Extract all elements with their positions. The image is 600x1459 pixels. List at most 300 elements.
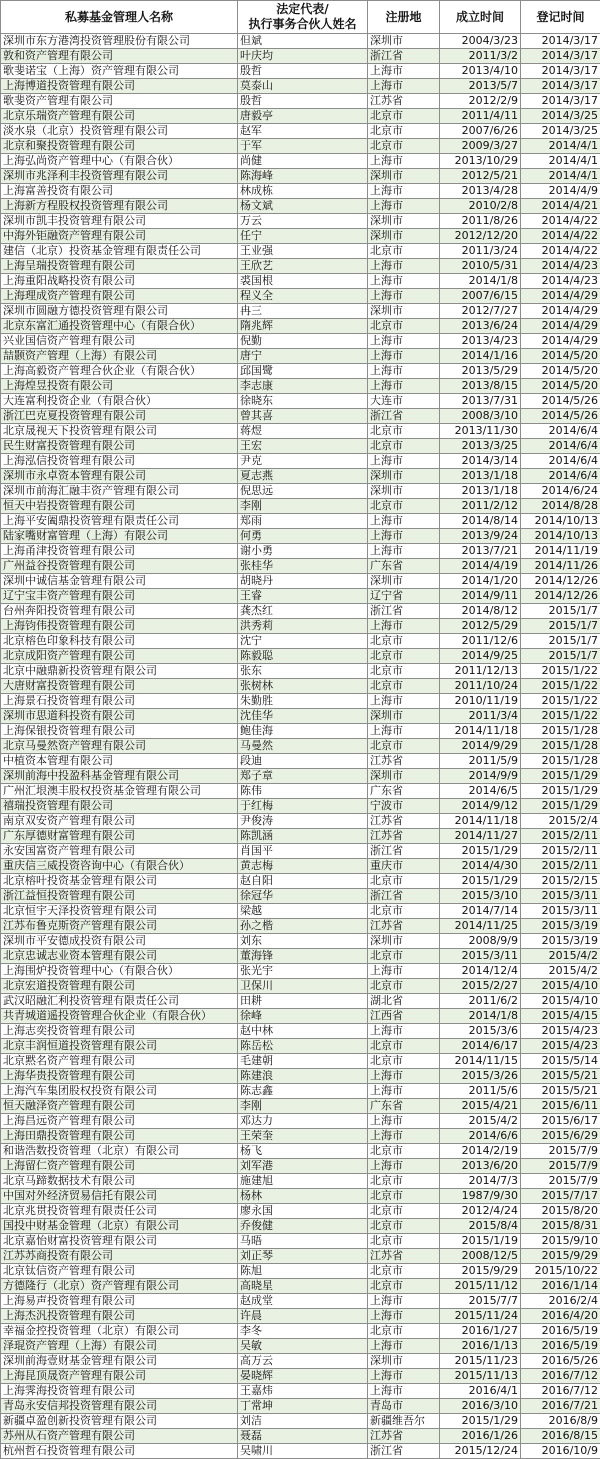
cell-established-date: 2013/5/7 (440, 79, 521, 94)
cell-registration-date: 2014/4/1 (521, 169, 600, 184)
cell-legal-representative: 杨飞 (238, 1144, 368, 1159)
cell-legal-representative: 张东 (238, 664, 368, 679)
table-row (1, 499, 600, 514)
cell-registration-date: 2014/3/17 (521, 64, 600, 79)
cell-established-date: 2013/8/15 (440, 379, 521, 394)
cell-registration-date: 2015/1/22 (521, 694, 600, 709)
table-row (1, 469, 600, 484)
cell-legal-representative: 乔俊健 (238, 1219, 368, 1234)
cell-manager-name: 台州奔阳投资管理有限公司 (1, 604, 238, 619)
table-row (1, 784, 600, 799)
cell-registration-date: 2014/5/26 (521, 394, 600, 409)
table-row (1, 1384, 600, 1399)
cell-registered-location: 辽宁省 (368, 589, 440, 604)
table-row (1, 94, 600, 109)
cell-registered-location: 北京市 (368, 949, 440, 964)
cell-registered-location: 上海市 (368, 454, 440, 469)
cell-legal-representative: 叶庆均 (238, 49, 368, 64)
cell-established-date: 2015/12/24 (440, 1444, 521, 1459)
cell-manager-name: 和谐浩数投资管理（北京）有限公司 (1, 1144, 238, 1159)
table-row (1, 199, 600, 214)
cell-legal-representative: 龚杰红 (238, 604, 368, 619)
cell-established-date: 2012/12/20 (440, 229, 521, 244)
cell-registration-date: 2016/8/9 (521, 1414, 600, 1429)
cell-established-date: 2011/10/24 (440, 679, 521, 694)
cell-legal-representative: 王宏 (238, 439, 368, 454)
table-row (1, 874, 600, 889)
cell-manager-name: 上海富善投资有限公司 (1, 184, 238, 199)
cell-manager-name: 上海志奕投资管理有限公司 (1, 1024, 238, 1039)
cell-legal-representative: 刘洁 (238, 1414, 368, 1429)
cell-established-date: 2014/6/6 (440, 1129, 521, 1144)
cell-legal-representative: 沈宁 (238, 634, 368, 649)
cell-legal-representative: 王欣艺 (238, 259, 368, 274)
cell-legal-representative: 于军 (238, 139, 368, 154)
cell-established-date: 2009/3/27 (440, 139, 521, 154)
cell-registration-date: 2015/1/28 (521, 724, 600, 739)
table-row (1, 34, 600, 49)
cell-legal-representative: 赵军 (238, 124, 368, 139)
table-row (1, 694, 600, 709)
cell-legal-representative: 晏晓辉 (238, 1369, 368, 1384)
cell-established-date: 2013/4/10 (440, 64, 521, 79)
cell-manager-name: 中国对外经济贸易信托有限公司 (1, 1189, 238, 1204)
cell-legal-representative: 万云 (238, 214, 368, 229)
table-row (1, 664, 600, 679)
cell-manager-name: 北京榕色印象科技有限公司 (1, 634, 238, 649)
cell-registered-location: 上海市 (368, 259, 440, 274)
cell-registration-date: 2014/4/29 (521, 319, 600, 334)
cell-registered-location: 北京市 (368, 1174, 440, 1189)
cell-manager-name: 淡水泉（北京）投资管理有限公司 (1, 124, 238, 139)
cell-manager-name: 深圳市思道科投资有限公司 (1, 709, 238, 724)
cell-manager-name: 北京丰润恒道投资管理有限公司 (1, 1039, 238, 1054)
table-row (1, 1204, 600, 1219)
table-row (1, 484, 600, 499)
cell-registered-location: 上海市 (368, 1294, 440, 1309)
table-row (1, 529, 600, 544)
cell-manager-name: 幸福金控投资管理（北京）有限公司 (1, 1324, 238, 1339)
table-row (1, 364, 600, 379)
cell-registered-location: 上海市 (368, 1369, 440, 1384)
cell-registration-date: 2015/1/28 (521, 739, 600, 754)
cell-registration-date: 2014/3/17 (521, 94, 600, 109)
cell-registration-date: 2014/4/22 (521, 214, 600, 229)
cell-registration-date: 2014/5/20 (521, 349, 600, 364)
cell-established-date: 2014/1/20 (440, 574, 521, 589)
cell-registration-date: 2014/4/1 (521, 139, 600, 154)
cell-established-date: 2015/1/19 (440, 1234, 521, 1249)
table-row (1, 994, 600, 1009)
cell-established-date: 2013/4/23 (440, 334, 521, 349)
cell-established-date: 2011/12/6 (440, 634, 521, 649)
table-row (1, 1249, 600, 1264)
cell-registered-location: 北京市 (368, 1219, 440, 1234)
table-row (1, 634, 600, 649)
cell-registration-date: 2015/4/10 (521, 994, 600, 1009)
cell-manager-name: 上海易声投资管理有限公司 (1, 1294, 238, 1309)
cell-established-date: 2011/5/6 (440, 1084, 521, 1099)
cell-established-date: 2010/5/31 (440, 259, 521, 274)
cell-established-date: 2012/5/21 (440, 169, 521, 184)
cell-registration-date: 2014/4/29 (521, 289, 600, 304)
cell-registration-date: 2015/7/9 (521, 1159, 600, 1174)
cell-established-date: 2014/11/15 (440, 1054, 521, 1069)
cell-established-date: 2013/6/20 (440, 1159, 521, 1174)
table-row (1, 1339, 600, 1354)
cell-manager-name: 上海杰汎投资管理有限公司 (1, 1309, 238, 1324)
table-row (1, 754, 600, 769)
cell-legal-representative: 李冬 (238, 1324, 368, 1339)
cell-legal-representative: 邓达力 (238, 1114, 368, 1129)
table-row (1, 1309, 600, 1324)
table-row (1, 604, 600, 619)
cell-registration-date: 2014/4/21 (521, 199, 600, 214)
cell-established-date: 2014/2/19 (440, 1144, 521, 1159)
cell-registered-location: 深圳市 (368, 229, 440, 244)
cell-established-date: 2014/4/19 (440, 559, 521, 574)
cell-established-date: 2015/11/13 (440, 1369, 521, 1384)
cell-registered-location: 深圳市 (368, 1354, 440, 1369)
table-row (1, 394, 600, 409)
cell-registered-location: 重庆市 (368, 859, 440, 874)
cell-registration-date: 2014/4/22 (521, 229, 600, 244)
table-row (1, 709, 600, 724)
table-row (1, 184, 600, 199)
cell-registration-date: 2015/6/17 (521, 1114, 600, 1129)
cell-established-date: 2012/7/27 (440, 304, 521, 319)
cell-registered-location: 北京市 (368, 1039, 440, 1054)
cell-manager-name: 禧瑞投资管理有限公司 (1, 799, 238, 814)
cell-legal-representative: 陈旭 (238, 1264, 368, 1279)
table-row (1, 574, 600, 589)
cell-registered-location: 北京市 (368, 124, 440, 139)
cell-registered-location: 上海市 (368, 289, 440, 304)
cell-established-date: 2014/7/3 (440, 1174, 521, 1189)
cell-registered-location: 北京市 (368, 1144, 440, 1159)
cell-established-date: 2011/12/13 (440, 664, 521, 679)
cell-registration-date: 2014/6/24 (521, 484, 600, 499)
cell-registered-location: 青岛市 (368, 1399, 440, 1414)
table-row (1, 79, 600, 94)
cell-registered-location: 深圳市 (368, 304, 440, 319)
cell-established-date: 2015/3/26 (440, 1069, 521, 1084)
cell-legal-representative: 陈海峰 (238, 169, 368, 184)
cell-registered-location: 上海市 (368, 199, 440, 214)
cell-registration-date: 2014/4/23 (521, 259, 600, 274)
table-row (1, 919, 600, 934)
cell-established-date: 2014/3/14 (440, 454, 521, 469)
cell-established-date: 2008/3/10 (440, 409, 521, 424)
cell-registered-location: 新疆维吾尔 (368, 1414, 440, 1429)
cell-registration-date: 2014/4/1 (521, 154, 600, 169)
cell-registration-date: 2015/4/2 (521, 949, 600, 964)
cell-legal-representative: 田耕 (238, 994, 368, 1009)
table-row (1, 1114, 600, 1129)
cell-registered-location: 北京市 (368, 1054, 440, 1069)
cell-established-date: 2014/11/18 (440, 814, 521, 829)
cell-legal-representative: 黄志梅 (238, 859, 368, 874)
cell-registration-date: 2015/3/11 (521, 904, 600, 919)
cell-registered-location: 深圳市 (368, 769, 440, 784)
cell-established-date: 2015/11/23 (440, 1354, 521, 1369)
cell-registered-location: 北京市 (368, 109, 440, 124)
cell-established-date: 2016/1/13 (440, 1339, 521, 1354)
cell-established-date: 2014/11/18 (440, 724, 521, 739)
cell-registered-location: 上海市 (368, 379, 440, 394)
cell-registration-date: 2015/2/15 (521, 874, 600, 889)
cell-registration-date: 2016/8/15 (521, 1429, 600, 1444)
cell-registration-date: 2014/11/26 (521, 559, 600, 574)
cell-legal-representative: 尚健 (238, 154, 368, 169)
cell-manager-name: 上海弘尚资产管理中心（有限合伙） (1, 154, 238, 169)
cell-registered-location: 深圳市 (368, 934, 440, 949)
cell-legal-representative: 鲍佳海 (238, 724, 368, 739)
cell-established-date: 2007/6/15 (440, 289, 521, 304)
table-header-row (1, 1, 600, 34)
cell-manager-name: 辽宁宝丰资产管理有限公司 (1, 589, 238, 604)
cell-legal-representative: 张光宇 (238, 964, 368, 979)
cell-registration-date: 2014/10/13 (521, 529, 600, 544)
header-registration-date: 登记时间 (521, 1, 600, 34)
cell-manager-name: 上海围炉投资管理中心（有限合伙） (1, 964, 238, 979)
cell-registration-date: 2015/9/29 (521, 1249, 600, 1264)
cell-registration-date: 2015/1/29 (521, 769, 600, 784)
cell-registered-location: 北京市 (368, 439, 440, 454)
table-row (1, 679, 600, 694)
cell-established-date: 2013/4/28 (440, 184, 521, 199)
cell-manager-name: 上海留仁资产管理有限公司 (1, 1159, 238, 1174)
cell-established-date: 2013/10/29 (440, 154, 521, 169)
cell-established-date: 2016/1/27 (440, 1324, 521, 1339)
cell-manager-name: 上海甬津投资管理有限公司 (1, 544, 238, 559)
cell-manager-name: 江苏布鲁克斯资产管理有限公司 (1, 919, 238, 934)
table-row (1, 799, 600, 814)
cell-registration-date: 2015/9/10 (521, 1234, 600, 1249)
cell-legal-representative: 唐宁 (238, 349, 368, 364)
cell-legal-representative: 刘东 (238, 934, 368, 949)
cell-established-date: 2016/1/26 (440, 1429, 521, 1444)
table-row (1, 559, 600, 574)
cell-registration-date: 2016/5/19 (521, 1324, 600, 1339)
cell-registered-location: 上海市 (368, 1084, 440, 1099)
table-row (1, 334, 600, 349)
cell-established-date: 2015/7/7 (440, 1294, 521, 1309)
cell-legal-representative: 吴敏 (238, 1339, 368, 1354)
cell-manager-name: 共青城道遥投资管理合伙企业（有限合伙） (1, 1009, 238, 1024)
cell-manager-name: 上海钧伟投资管理有限公司 (1, 619, 238, 634)
cell-registered-location: 北京市 (368, 244, 440, 259)
cell-legal-representative: 郑子章 (238, 769, 368, 784)
cell-manager-name: 泽琨资产管理（上海）有限公司 (1, 1339, 238, 1354)
cell-registration-date: 2015/8/20 (521, 1204, 600, 1219)
cell-registered-location: 上海市 (368, 619, 440, 634)
cell-established-date: 2013/6/24 (440, 319, 521, 334)
cell-legal-representative: 夏志燕 (238, 469, 368, 484)
cell-legal-representative: 邱国鹭 (238, 364, 368, 379)
cell-established-date: 2013/5/29 (440, 364, 521, 379)
cell-manager-name: 深圳市兆泽利丰投资管理有限公司 (1, 169, 238, 184)
table-row (1, 1219, 600, 1234)
cell-registration-date: 2015/6/29 (521, 1129, 600, 1144)
table-row (1, 1159, 600, 1174)
cell-registered-location: 北京市 (368, 1264, 440, 1279)
cell-registration-date: 2015/5/21 (521, 1084, 600, 1099)
cell-established-date: 2014/8/12 (440, 604, 521, 619)
table-row (1, 1264, 600, 1279)
cell-manager-name: 上海景石投资管理有限公司 (1, 694, 238, 709)
cell-registered-location: 江西省 (368, 1009, 440, 1024)
cell-registered-location: 上海市 (368, 334, 440, 349)
cell-registered-location: 北京市 (368, 739, 440, 754)
cell-manager-name: 广州汇垠澳丰股权投资基金管理有限公司 (1, 784, 238, 799)
cell-registered-location: 上海市 (368, 1309, 440, 1324)
cell-established-date: 2011/5/9 (440, 754, 521, 769)
cell-manager-name: 上海霁海投资管理有限公司 (1, 1384, 238, 1399)
cell-manager-name: 深圳前海中投盈科基金管理有限公司 (1, 769, 238, 784)
cell-legal-representative: 唐毅亭 (238, 109, 368, 124)
cell-legal-representative: 孙之楷 (238, 919, 368, 934)
cell-registration-date: 2014/3/17 (521, 79, 600, 94)
cell-manager-name: 杭州哲石投资管理有限公司 (1, 1444, 238, 1459)
cell-registered-location: 北京市 (368, 424, 440, 439)
cell-registered-location: 深圳市 (368, 34, 440, 49)
cell-registration-date: 2014/5/20 (521, 379, 600, 394)
cell-manager-name: 北京晟视天下投资管理有限公司 (1, 424, 238, 439)
cell-established-date: 2013/1/18 (440, 469, 521, 484)
cell-registration-date: 2014/4/23 (521, 274, 600, 289)
cell-manager-name: 上海煌昱投资有限公司 (1, 379, 238, 394)
table-row (1, 289, 600, 304)
cell-established-date: 2011/2/12 (440, 499, 521, 514)
cell-manager-name: 中海外钜融资产管理有限公司 (1, 229, 238, 244)
cell-registration-date: 2015/3/19 (521, 919, 600, 934)
cell-established-date: 2013/11/30 (440, 424, 521, 439)
cell-established-date: 2011/4/11 (440, 109, 521, 124)
cell-legal-representative: 梁越 (238, 904, 368, 919)
cell-legal-representative: 殷哲 (238, 64, 368, 79)
cell-established-date: 2015/1/29 (440, 844, 521, 859)
cell-manager-name: 上海田鼎投资管理有限公司 (1, 1129, 238, 1144)
cell-legal-representative: 谢小勇 (238, 544, 368, 559)
cell-registration-date: 2015/3/11 (521, 889, 600, 904)
header-established-date: 成立时间 (440, 1, 521, 34)
cell-registration-date: 2015/7/17 (521, 1189, 600, 1204)
table-row (1, 544, 600, 559)
cell-registered-location: 江苏省 (368, 814, 440, 829)
table-row (1, 1354, 600, 1369)
cell-registration-date: 2014/3/17 (521, 34, 600, 49)
cell-legal-representative: 卫保川 (238, 979, 368, 994)
table-row (1, 769, 600, 784)
cell-registered-location: 深圳市 (368, 709, 440, 724)
cell-manager-name: 北京兆贯投资管理有限责任公司 (1, 1204, 238, 1219)
cell-registration-date: 2014/3/25 (521, 109, 600, 124)
cell-legal-representative: 朱勤胜 (238, 694, 368, 709)
cell-legal-representative: 赵中林 (238, 1024, 368, 1039)
cell-established-date: 2014/11/25 (440, 919, 521, 934)
cell-manager-name: 北京恒宇天泽投资管理有限公司 (1, 904, 238, 919)
cell-registration-date: 2016/7/21 (521, 1399, 600, 1414)
cell-legal-representative: 陈毅聪 (238, 649, 368, 664)
header-legal-representative: 法定代表/ 执行事务合伙人姓名 (238, 1, 368, 34)
cell-registered-location: 广东省 (368, 559, 440, 574)
cell-registration-date: 2015/5/14 (521, 1054, 600, 1069)
cell-legal-representative: 丁常坤 (238, 1399, 368, 1414)
cell-registered-location: 浙江省 (368, 49, 440, 64)
cell-established-date: 2010/2/8 (440, 199, 521, 214)
table-row (1, 949, 600, 964)
cell-manager-name: 深圳市凯丰投资管理有限公司 (1, 214, 238, 229)
cell-registered-location: 江苏省 (368, 1249, 440, 1264)
cell-registered-location: 上海市 (368, 1339, 440, 1354)
cell-manager-name: 北京宏道投资管理有限公司 (1, 979, 238, 994)
cell-registration-date: 2014/6/4 (521, 439, 600, 454)
cell-established-date: 2015/11/24 (440, 1309, 521, 1324)
cell-established-date: 1987/9/30 (440, 1189, 521, 1204)
cell-registered-location: 广东省 (368, 784, 440, 799)
cell-registered-location: 北京市 (368, 904, 440, 919)
table-row (1, 49, 600, 64)
cell-legal-representative: 蒋煜 (238, 424, 368, 439)
table-row (1, 739, 600, 754)
cell-established-date: 2014/8/14 (440, 514, 521, 529)
cell-manager-name: 南京双安资产管理有限公司 (1, 814, 238, 829)
cell-registered-location: 上海市 (368, 1114, 440, 1129)
cell-manager-name: 广东厚德财富管理有限公司 (1, 829, 238, 844)
cell-legal-representative: 王嘉炜 (238, 1384, 368, 1399)
cell-registered-location: 浙江省 (368, 889, 440, 904)
cell-registered-location: 湖北省 (368, 994, 440, 1009)
cell-registration-date: 2014/4/22 (521, 244, 600, 259)
cell-registered-location: 北京市 (368, 1204, 440, 1219)
table-row (1, 259, 600, 274)
table-row (1, 379, 600, 394)
table-row (1, 1414, 600, 1429)
table-row (1, 514, 600, 529)
cell-registration-date: 2015/1/7 (521, 649, 600, 664)
cell-registration-date: 2014/3/25 (521, 124, 600, 139)
cell-registration-date: 2014/8/28 (521, 499, 600, 514)
cell-legal-representative: 高晓星 (238, 1279, 368, 1294)
cell-registration-date: 2014/6/4 (521, 454, 600, 469)
table-row (1, 934, 600, 949)
cell-legal-representative: 陈建浪 (238, 1069, 368, 1084)
cell-registered-location: 上海市 (368, 724, 440, 739)
cell-legal-representative: 马晤 (238, 1234, 368, 1249)
cell-registration-date: 2015/7/9 (521, 1174, 600, 1189)
table-row (1, 1024, 600, 1039)
cell-legal-representative: 尹俊涛 (238, 814, 368, 829)
cell-registration-date: 2015/1/29 (521, 799, 600, 814)
cell-legal-representative: 洪秀莉 (238, 619, 368, 634)
table-row (1, 1444, 600, 1459)
cell-legal-representative: 裘国根 (238, 274, 368, 289)
cell-registered-location: 江苏省 (368, 919, 440, 934)
cell-manager-name: 歌斐诺宝（上海）资产管理有限公司 (1, 64, 238, 79)
table-row (1, 1294, 600, 1309)
cell-registration-date: 2015/1/7 (521, 619, 600, 634)
table-row (1, 454, 600, 469)
cell-manager-name: 深圳市平安德成投资有限公司 (1, 934, 238, 949)
table-row (1, 619, 600, 634)
cell-legal-representative: 王荣奎 (238, 1129, 368, 1144)
cell-manager-name: 广州益谷投资管理有限公司 (1, 559, 238, 574)
cell-legal-representative: 聂磊 (238, 1429, 368, 1444)
cell-legal-representative: 施建旭 (238, 1174, 368, 1189)
cell-legal-representative: 徐冠华 (238, 889, 368, 904)
cell-registered-location: 北京市 (368, 874, 440, 889)
